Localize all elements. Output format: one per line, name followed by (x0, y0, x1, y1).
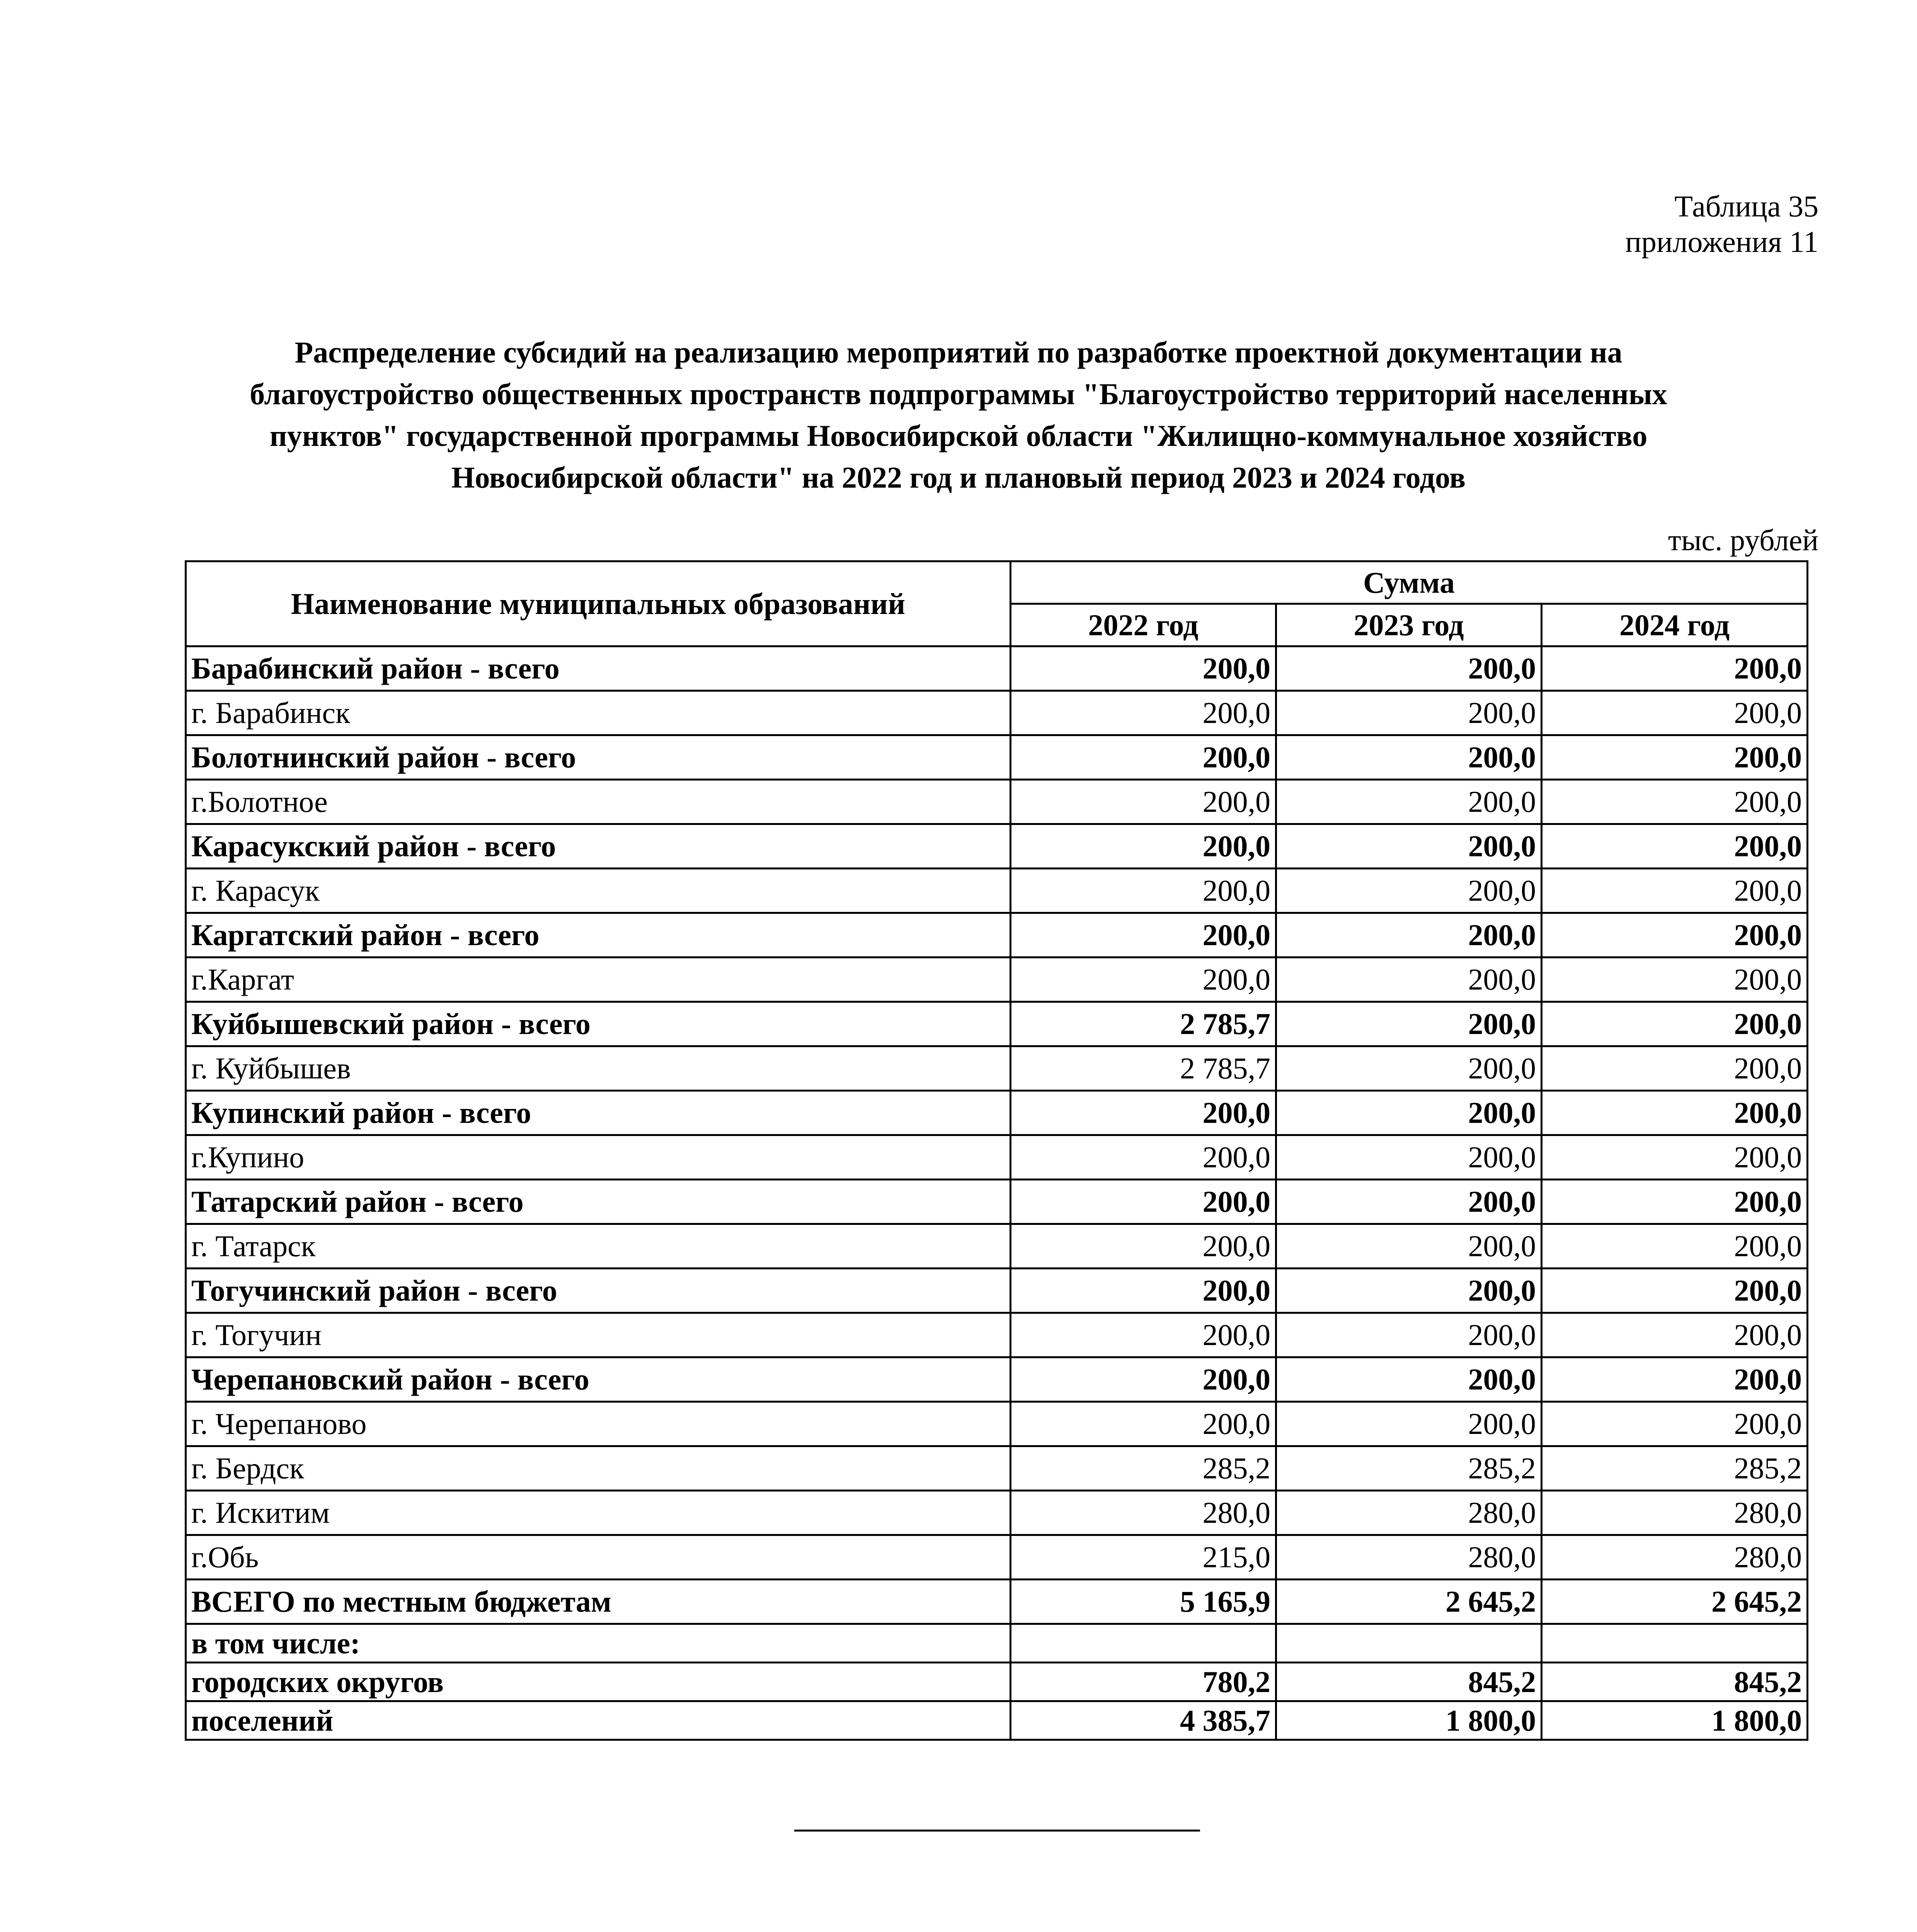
municipality-name-cell: поселений (186, 1701, 1011, 1740)
amount-2023-cell: 280,0 (1276, 1491, 1542, 1535)
municipality-name-cell: Татарский район - всего (186, 1180, 1011, 1224)
amount-2022-cell: 200,0 (1011, 1402, 1276, 1446)
amount-2024-cell: 200,0 (1542, 913, 1808, 957)
amount-2022-cell: 200,0 (1011, 1091, 1276, 1135)
municipality-name-cell: г. Бердск (186, 1446, 1011, 1491)
amount-2024-cell: 200,0 (1542, 1269, 1808, 1313)
amount-2023-cell: 200,0 (1276, 957, 1542, 1002)
amount-2022-cell: 2 785,7 (1011, 1046, 1276, 1091)
amount-2023-cell: 280,0 (1276, 1535, 1542, 1580)
table-row (186, 1269, 1808, 1313)
municipality-column-header: Наименование муниципальных образований (186, 561, 1011, 646)
table-row (186, 735, 1808, 780)
table-row (186, 1535, 1808, 1580)
amount-2022-cell (1011, 1624, 1276, 1663)
amount-2024-cell: 1 800,0 (1542, 1701, 1808, 1740)
table-row (186, 1446, 1808, 1491)
amount-2022-cell: 4 385,7 (1011, 1701, 1276, 1740)
table-row (186, 1135, 1808, 1180)
table-row (186, 1624, 1808, 1663)
table-row (186, 957, 1808, 1002)
municipality-name-cell: Черепановский район - всего (186, 1357, 1011, 1402)
table-row (186, 913, 1808, 957)
amount-2023-cell: 200,0 (1276, 735, 1542, 780)
table-row (186, 1491, 1808, 1535)
municipality-name-cell: г. Барабинск (186, 691, 1011, 735)
amount-2024-cell: 200,0 (1542, 1091, 1808, 1135)
sum-column-header: Сумма (1011, 561, 1808, 604)
municipality-name-cell: Куйбышевский район - всего (186, 1002, 1011, 1046)
table-row (186, 1402, 1808, 1446)
amount-2023-cell: 200,0 (1276, 1269, 1542, 1313)
amount-2024-cell: 280,0 (1542, 1535, 1808, 1580)
amount-2024-cell: 200,0 (1542, 1224, 1808, 1269)
amount-2022-cell: 200,0 (1011, 780, 1276, 824)
amount-2023-cell: 200,0 (1276, 913, 1542, 957)
municipality-name-cell: г. Карасук (186, 869, 1011, 913)
municipality-name-cell: Тогучинский район - всего (186, 1269, 1011, 1313)
amount-2024-cell: 200,0 (1542, 1402, 1808, 1446)
amount-2022-cell: 200,0 (1011, 735, 1276, 780)
amount-2022-cell: 200,0 (1011, 691, 1276, 735)
amount-2024-cell: 200,0 (1542, 1135, 1808, 1180)
subsidy-table (185, 560, 1808, 1741)
amount-2023-cell: 200,0 (1276, 1002, 1542, 1046)
amount-2022-cell: 200,0 (1011, 913, 1276, 957)
table-row (186, 1701, 1808, 1740)
amount-2022-cell: 200,0 (1011, 1357, 1276, 1402)
amount-2022-cell: 280,0 (1011, 1491, 1276, 1535)
municipality-name-cell: Карасукский район - всего (186, 824, 1011, 869)
table-row (186, 780, 1808, 824)
municipality-name-cell: г. Искитим (186, 1491, 1011, 1535)
units-label: тыс. рублей (1668, 523, 1818, 557)
amount-2024-cell: 200,0 (1542, 1002, 1808, 1046)
table-row (186, 1580, 1808, 1624)
amount-2022-cell: 200,0 (1011, 1313, 1276, 1357)
municipality-name-cell: Купинский район - всего (186, 1091, 1011, 1135)
municipality-name-cell: в том числе: (186, 1624, 1011, 1663)
municipality-name-cell: г.Обь (186, 1535, 1011, 1580)
amount-2024-cell: 200,0 (1542, 1180, 1808, 1224)
table-row (186, 1046, 1808, 1091)
municipality-name-cell: Болотнинский район - всего (186, 735, 1011, 780)
amount-2022-cell: 285,2 (1011, 1446, 1276, 1491)
municipality-name-cell: Каргатский район - всего (186, 913, 1011, 957)
municipality-name-cell: г.Купино (186, 1135, 1011, 1180)
year-2023-header: 2023 год (1276, 604, 1542, 646)
table-row (186, 646, 1808, 691)
municipality-name-cell: г. Тогучин (186, 1313, 1011, 1357)
amount-2024-cell: 200,0 (1542, 1357, 1808, 1402)
amount-2024-cell: 200,0 (1542, 1313, 1808, 1357)
amount-2022-cell: 200,0 (1011, 1224, 1276, 1269)
table-row (186, 1663, 1808, 1701)
amount-2023-cell: 200,0 (1276, 780, 1542, 824)
year-2024-header: 2024 год (1542, 604, 1808, 646)
amount-2023-cell: 200,0 (1276, 1357, 1542, 1402)
amount-2022-cell: 200,0 (1011, 646, 1276, 691)
amount-2024-cell: 200,0 (1542, 824, 1808, 869)
municipality-name-cell: Барабинский район - всего (186, 646, 1011, 691)
municipality-name-cell: г. Черепаново (186, 1402, 1011, 1446)
amount-2023-cell: 1 800,0 (1276, 1701, 1542, 1740)
table-row (186, 1180, 1808, 1224)
amount-2023-cell: 200,0 (1276, 691, 1542, 735)
amount-2024-cell: 200,0 (1542, 1046, 1808, 1091)
amount-2022-cell: 200,0 (1011, 1269, 1276, 1313)
amount-2024-cell: 200,0 (1542, 646, 1808, 691)
table-row (186, 1357, 1808, 1402)
amount-2023-cell: 200,0 (1276, 1313, 1542, 1357)
table-number: Таблица 35 (1674, 189, 1818, 223)
amount-2024-cell: 200,0 (1542, 780, 1808, 824)
table-row (186, 1091, 1808, 1135)
amount-2022-cell: 5 165,9 (1011, 1580, 1276, 1624)
amount-2022-cell: 200,0 (1011, 869, 1276, 913)
amount-2022-cell: 2 785,7 (1011, 1002, 1276, 1046)
municipality-name-cell: г.Болотное (186, 780, 1011, 824)
table-row (186, 691, 1808, 735)
table-row (186, 1313, 1808, 1357)
municipality-name-cell: г. Татарск (186, 1224, 1011, 1269)
amount-2024-cell: 200,0 (1542, 691, 1808, 735)
amount-2022-cell: 200,0 (1011, 824, 1276, 869)
table-body (186, 646, 1808, 1740)
amount-2022-cell: 200,0 (1011, 1180, 1276, 1224)
amount-2022-cell: 200,0 (1011, 957, 1276, 1002)
table-reference (1625, 189, 1818, 260)
amount-2024-cell: 280,0 (1542, 1491, 1808, 1535)
amount-2024-cell: 285,2 (1542, 1446, 1808, 1491)
amount-2023-cell (1276, 1624, 1542, 1663)
amount-2024-cell: 200,0 (1542, 869, 1808, 913)
amount-2023-cell: 200,0 (1276, 1180, 1542, 1224)
amount-2022-cell: 200,0 (1011, 1135, 1276, 1180)
amount-2022-cell: 215,0 (1011, 1535, 1276, 1580)
municipality-name-cell: г.Каргат (186, 957, 1011, 1002)
amount-2023-cell: 200,0 (1276, 1135, 1542, 1180)
amount-2024-cell: 200,0 (1542, 735, 1808, 780)
amount-2024-cell: 845,2 (1542, 1663, 1808, 1701)
amount-2023-cell: 200,0 (1276, 1224, 1542, 1269)
table-header-row (186, 561, 1808, 604)
amount-2023-cell: 2 645,2 (1276, 1580, 1542, 1624)
amount-2024-cell (1542, 1624, 1808, 1663)
amount-2023-cell: 200,0 (1276, 646, 1542, 691)
table-row (186, 869, 1808, 913)
amount-2023-cell: 845,2 (1276, 1663, 1542, 1701)
table-row (186, 1002, 1808, 1046)
municipality-name-cell: г. Куйбышев (186, 1046, 1011, 1091)
amount-2023-cell: 200,0 (1276, 1091, 1542, 1135)
appendix-reference: приложения 11 (1625, 225, 1818, 259)
amount-2022-cell: 780,2 (1011, 1663, 1276, 1701)
amount-2024-cell: 200,0 (1542, 957, 1808, 1002)
document-title: Распределение субсидий на реализацию мероприятий по разработке проектной документации на благоустройство общественных пространств подпрограммы "Благоустройство территорий населенных пунктов" государственной программы Новосибирской области "Жилищно-коммунальное хозяйство Новосибирской области" на 2022 год и плановый период 2023 и 2024 годов (250, 335, 1667, 494)
year-2022-header: 2022 год (1011, 604, 1276, 646)
amount-2023-cell: 200,0 (1276, 1046, 1542, 1091)
municipality-name-cell: городских округов (186, 1663, 1011, 1701)
amount-2023-cell: 200,0 (1276, 869, 1542, 913)
amount-2024-cell: 2 645,2 (1542, 1580, 1808, 1624)
amount-2023-cell: 285,2 (1276, 1446, 1542, 1491)
amount-2023-cell: 200,0 (1276, 1402, 1542, 1446)
end-divider (794, 1830, 1200, 1832)
table-row (186, 824, 1808, 869)
municipality-name-cell: ВСЕГО по местным бюджетам (186, 1580, 1011, 1624)
amount-2023-cell: 200,0 (1276, 824, 1542, 869)
table-row (186, 1224, 1808, 1269)
